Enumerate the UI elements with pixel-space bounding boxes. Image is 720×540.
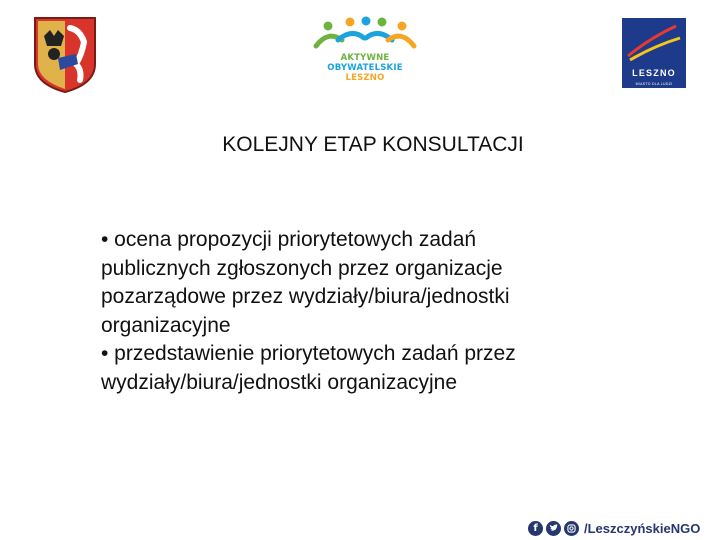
- slide-title: KOLEJNY ETAP KONSULTACJI: [222, 133, 524, 156]
- leszno-logo-tagline: MIASTO DLA LUDZI: [635, 82, 673, 86]
- aktywne-obywatelskie-leszno-logo: [312, 16, 418, 88]
- content-line: wydziały/biura/jednostki organizacyjne: [101, 370, 458, 394]
- slide-content: [101, 226, 691, 398]
- content-line: • przedstawienie priorytetowych zadań przez: [101, 342, 516, 366]
- content-line: • ocena propozycji priorytetowych zadań: [101, 228, 477, 251]
- logo-text-obywatelskie: OBYWATELSKIE: [327, 63, 403, 73]
- content-line: publicznych zgłoszonych przez organizacje: [101, 256, 503, 280]
- leszno-coat-of-arms-logo: [30, 14, 100, 94]
- twitter-icon: [546, 521, 561, 536]
- social-links: [528, 517, 700, 539]
- logo-text-leszno: LESZNO: [345, 73, 385, 83]
- logo-text-aktywne: AKTYWNE: [340, 53, 390, 63]
- facebook-icon: f: [528, 521, 543, 536]
- content-line: pozarządowe przez wydziały/biura/jednostki: [101, 285, 510, 309]
- instagram-icon: [564, 521, 579, 536]
- content-line: organizacyjne: [101, 313, 231, 337]
- social-handle: /LeszczyńskieNGO: [584, 520, 701, 536]
- leszno-city-logo: [620, 16, 688, 90]
- leszno-logo-word: LESZNO: [632, 68, 676, 78]
